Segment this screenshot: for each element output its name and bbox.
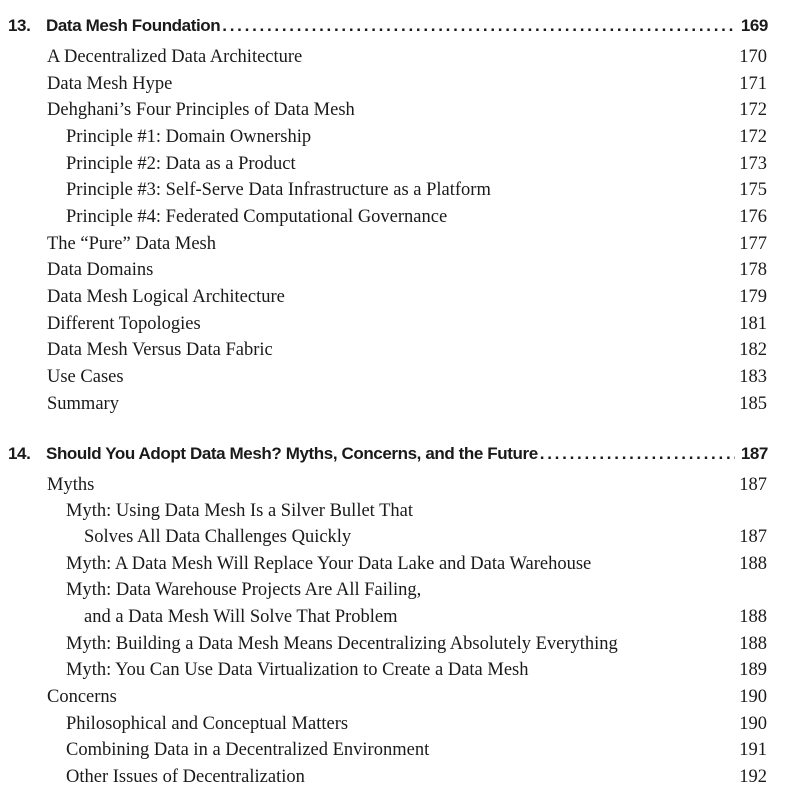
- chapter-title: Should You Adopt Data Mesh? Myths, Concerns, and the Future: [46, 444, 538, 463]
- toc-entry: Myths: [47, 475, 95, 495]
- toc-entry: Different Topologies: [47, 314, 201, 334]
- toc-entry: Myth: Building a Data Mesh Means Decentralizing Absolutely Everything: [66, 634, 618, 654]
- toc-page: 172: [739, 100, 767, 120]
- toc-entry: Use Cases: [47, 367, 124, 387]
- toc-entry: Data Domains: [47, 260, 154, 280]
- toc-page: 190: [739, 687, 767, 707]
- toc-entry: Data Mesh Logical Architecture: [47, 287, 285, 307]
- toc-entry: Myth: A Data Mesh Will Replace Your Data Lake and Data Warehouse: [66, 554, 592, 574]
- chapter-page: 169: [740, 16, 768, 35]
- toc-entry: The “Pure” Data Mesh: [47, 234, 217, 254]
- toc-entry: Principle #1: Domain Ownership: [66, 127, 312, 147]
- toc-page: 192: [739, 767, 767, 787]
- toc-entry: Philosophical and Conceptual Matters: [66, 714, 349, 734]
- toc-entry: A Decentralized Data Architecture: [47, 47, 303, 67]
- toc-page: 187: [739, 475, 767, 495]
- toc-page: 173: [739, 154, 767, 174]
- toc-page: 179: [739, 287, 767, 307]
- toc-page: 188: [739, 554, 767, 574]
- toc-page: 170: [739, 47, 767, 67]
- toc-entry: Summary: [47, 394, 119, 414]
- toc-page: 172: [739, 127, 767, 147]
- toc-page: 175: [739, 180, 767, 200]
- toc-page: 178: [739, 260, 767, 280]
- toc-entry: Combining Data in a Decentralized Environment: [66, 740, 430, 760]
- toc-entry: Principle #3: Self-Serve Data Infrastructure as a Platform: [66, 180, 491, 200]
- dot-leader: [540, 444, 735, 464]
- chapter-number: 14.: [8, 444, 31, 463]
- toc-page: 182: [739, 340, 767, 360]
- toc-entry: Other Issues of Decentralization: [66, 767, 305, 787]
- toc-page: 191: [739, 740, 767, 760]
- toc-entry: Solves All Data Challenges Quickly: [84, 527, 352, 547]
- toc-entry: Dehghani’s Four Principles of Data Mesh: [47, 100, 355, 120]
- toc-page: 181: [739, 314, 767, 334]
- chapter-page: 187: [740, 444, 768, 463]
- toc-entry: Myth: Data Warehouse Projects Are All Failing,: [66, 580, 422, 600]
- toc-entry: Data Mesh Versus Data Fabric: [47, 340, 273, 360]
- chapter-heading: [8, 444, 768, 464]
- toc-page: 188: [739, 607, 767, 627]
- toc-page: 187: [739, 527, 767, 547]
- toc-entry: Myth: Using Data Mesh Is a Silver Bullet That: [66, 501, 414, 521]
- toc-page: 171: [739, 74, 767, 94]
- dot-leader: [222, 16, 735, 36]
- toc-entry: Principle #2: Data as a Product: [66, 154, 296, 174]
- toc-page: 177: [739, 234, 767, 254]
- toc-page: 185: [739, 394, 767, 414]
- toc-entry: Concerns: [47, 687, 117, 707]
- chapter-number: 13.: [8, 16, 31, 35]
- toc-page: 188: [739, 634, 767, 654]
- toc-page: 183: [739, 367, 767, 387]
- toc-page: 190: [739, 714, 767, 734]
- chapter-heading: [8, 16, 768, 36]
- toc-page: 189: [739, 660, 767, 680]
- toc-entry: Principle #4: Federated Computational Governance: [66, 207, 448, 227]
- chapter-title: Data Mesh Foundation: [46, 16, 221, 35]
- toc-page: 176: [739, 207, 767, 227]
- toc-entry: Myth: You Can Use Data Virtualization to Create a Data Mesh: [66, 660, 529, 680]
- toc-entry: and a Data Mesh Will Solve That Problem: [84, 607, 398, 627]
- toc-entry: Data Mesh Hype: [47, 74, 173, 94]
